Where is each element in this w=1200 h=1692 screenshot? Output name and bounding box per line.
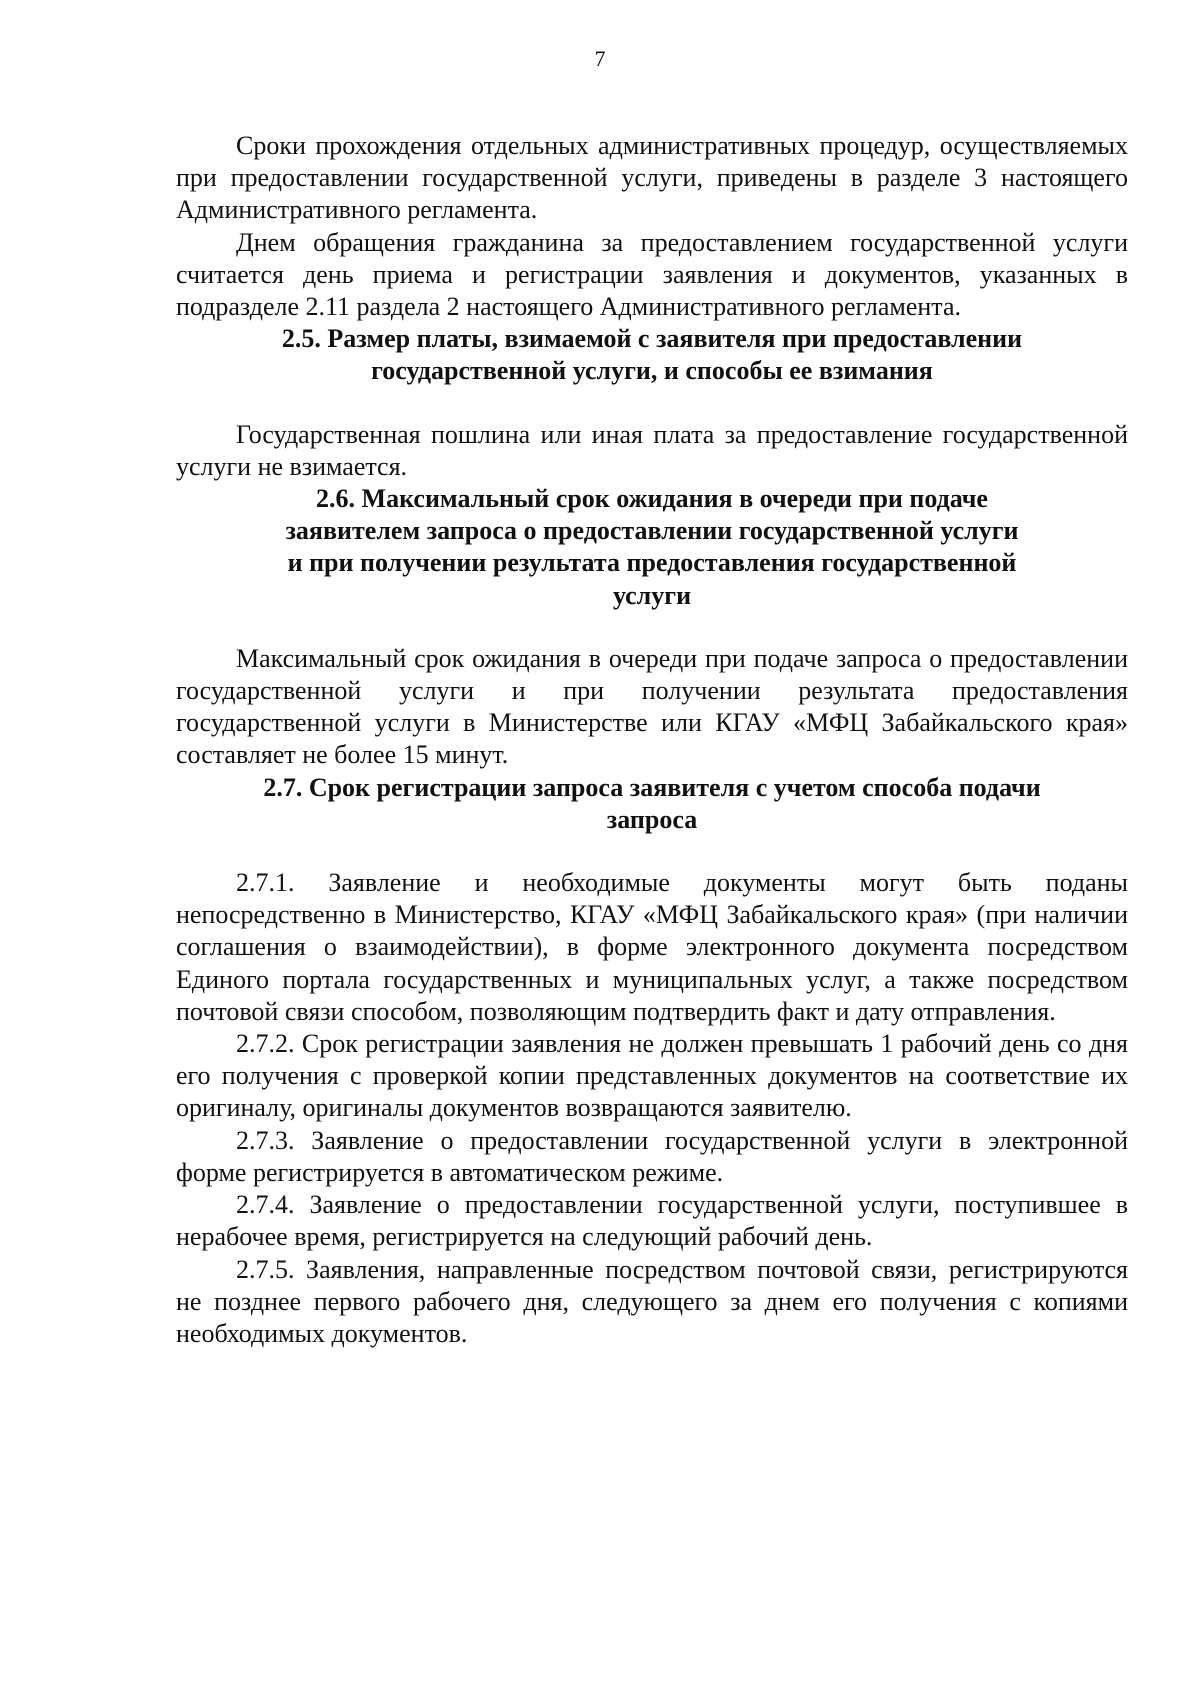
section-2-7-4-paragraph: 2.7.4. Заявление о предоставлении государственной услуги, поступившее в нерабочее время, регистрируется на следующий рабочий день. bbox=[176, 1190, 1128, 1252]
heading-line: государственной услуги, и способы ее взимания bbox=[371, 356, 933, 386]
section-2-7-3-paragraph: 2.7.3. Заявление о предоставлении государственной услуги в электронной форме регистрируется в автоматическом режиме. bbox=[176, 1125, 1128, 1187]
page-number: 7 bbox=[594, 46, 606, 71]
heading-line: услуги bbox=[612, 580, 692, 610]
section-2-5-heading bbox=[176, 323, 1128, 387]
heading-line: заявителем запроса о предоставлении государственной услуги bbox=[285, 516, 1019, 546]
section-2-6-paragraph: Максимальный срок ожидания в очереди при подаче запроса о предоставлении государственной услуги и при получении результата предоставления государственной услуги в Министерстве или КГАУ «МФЦ Забайкальского края» составляет не более 15 минут. bbox=[176, 643, 1128, 770]
heading-line: запроса bbox=[606, 804, 698, 834]
section-2-5-paragraph: Государственная пошлина или иная плата за предоставление государственной услуги не взимается. bbox=[176, 419, 1128, 481]
document-body bbox=[176, 130, 1128, 1350]
heading-line: 2.7. Срок регистрации запроса заявителя с учетом способа подачи bbox=[263, 772, 1041, 802]
intro-paragraph-1: Сроки прохождения отдельных административных процедур, осуществляемых при предоставлении государственной услуги, приведены в разделе 3 настоящего Административного регламента. bbox=[176, 131, 1128, 225]
section-2-7-5-paragraph: 2.7.5. Заявления, направленные посредством почтовой связи, регистрируются не позднее первого рабочего дня, следующего за днем его получения с копиями необходимых документов. bbox=[176, 1254, 1128, 1348]
heading-line: 2.5. Размер платы, взимаемой с заявителя при предоставлении bbox=[281, 324, 1023, 354]
section-2-7-2-paragraph: 2.7.2. Срок регистрации заявления не должен превышать 1 рабочий день со дня его получения с проверкой копии представленных документов на соответствие их оригиналу, оригиналы документов возвращаются заявителю. bbox=[176, 1029, 1128, 1123]
intro-paragraph-2: Днем обращения гражданина за предоставлением государственной услуги считается день приема и регистрации заявления и документов, указанных в подразделе 2.11 раздела 2 настоящего Административного регламента. bbox=[176, 227, 1128, 322]
heading-line: и при получении результата предоставления государственной bbox=[287, 548, 1017, 578]
section-2-7-heading bbox=[176, 772, 1128, 836]
section-2-6-heading bbox=[176, 483, 1128, 612]
heading-line: 2.6. Максимальный срок ожидания в очереди при подаче bbox=[316, 484, 988, 514]
section-2-7-1-paragraph: 2.7.1. Заявление и необходимые документы могут быть поданы непосредственно в Министерство, КГАУ «МФЦ Забайкальского края» (при наличии соглашения о взаимодействии), в форме электронного документа посредством Единого портала государственных и муниципальных услуг, а также посредством почтовой связи способом, позволяющим подтвердить факт и дату отправления. bbox=[176, 868, 1128, 1026]
